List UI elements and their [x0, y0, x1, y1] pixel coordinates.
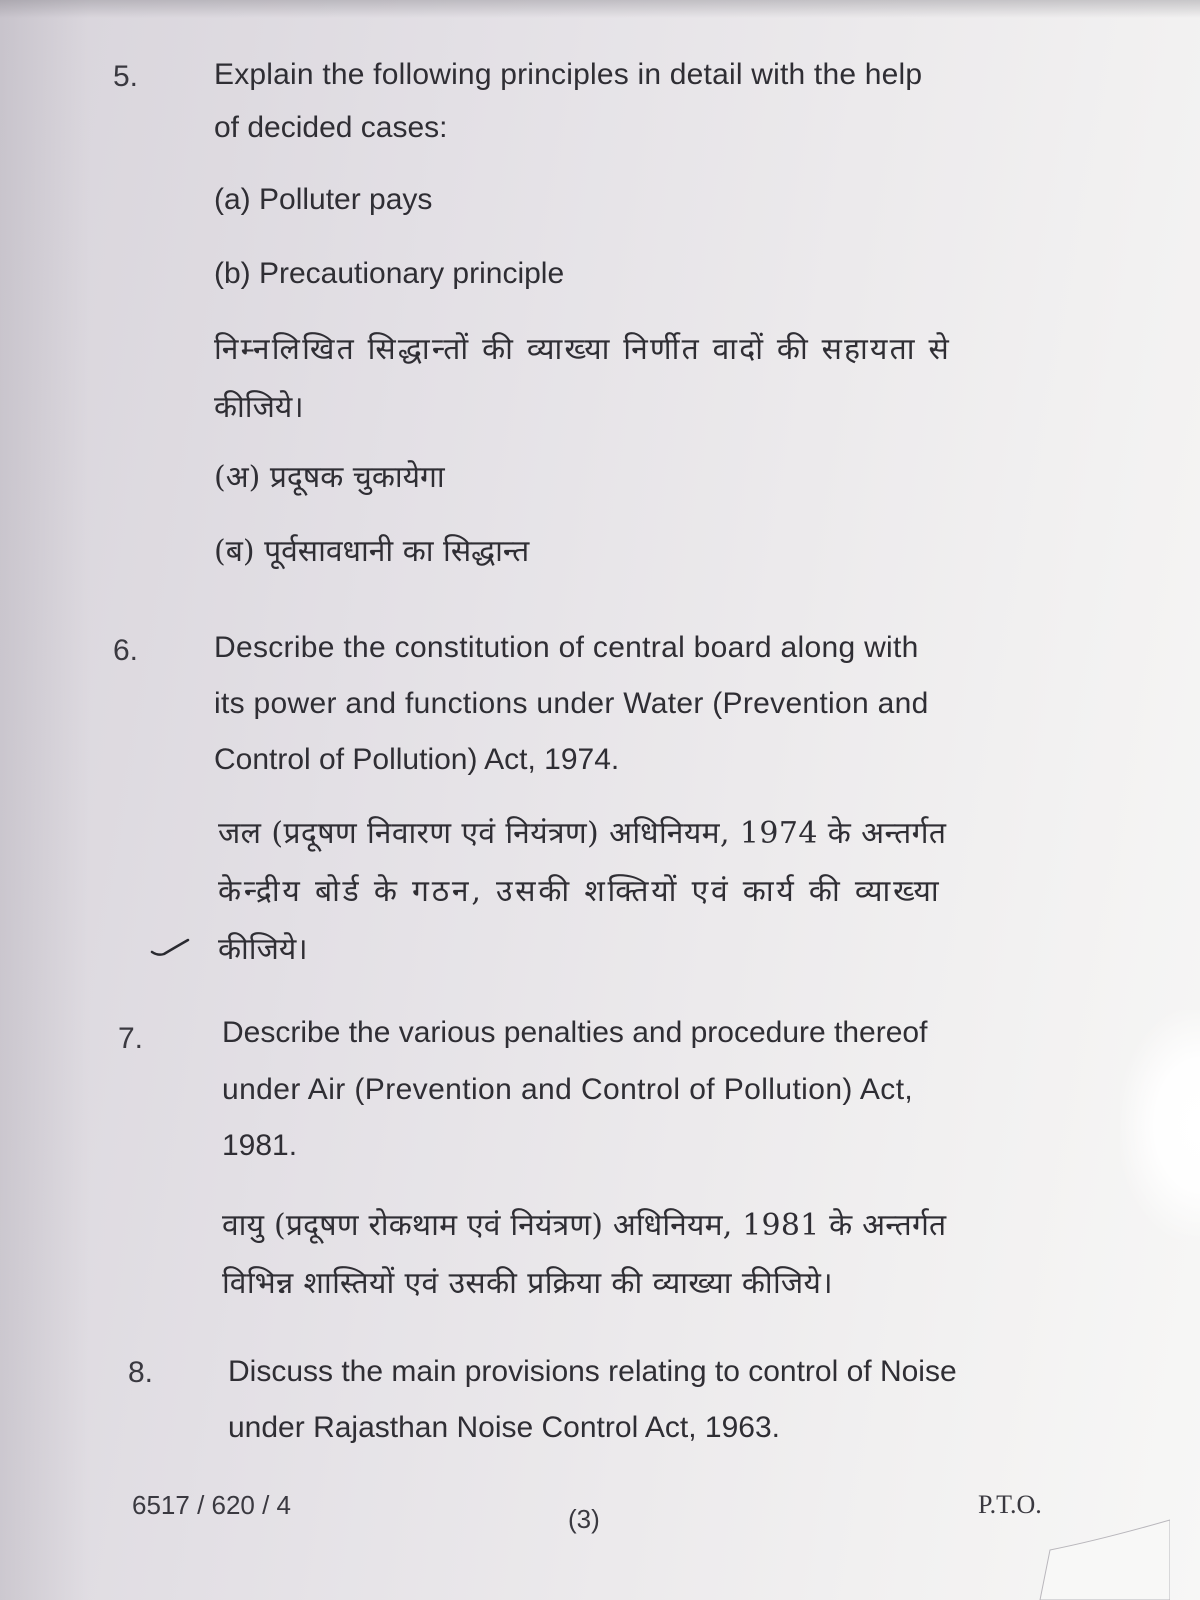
question-number: 7. — [118, 1022, 144, 1055]
sub-part-a: (a) Polluter pays — [214, 183, 433, 216]
question-text-line: Discuss the main provisions relating to control of Noise — [228, 1355, 957, 1388]
question-number: 5. — [113, 60, 139, 93]
question-text-hindi-line: केन्द्रीय बोर्ड के गठन, उसकी शक्तियों एवं कार्य की व्याख्या — [218, 874, 942, 909]
question-text-hindi-line: जल (प्रदूषण निवारण एवं नियंत्रण) अधिनियम, 1974 के अन्तर्गत — [218, 816, 947, 851]
question-number: 8. — [128, 1356, 154, 1389]
page-number: (3) — [568, 1504, 600, 1534]
question-text-hindi-line: निम्नलिखित सिद्धान्तों की व्याख्या निर्णीत वादों की सहायता से — [214, 332, 951, 367]
question-text-hindi-line: कीजिये। — [214, 390, 304, 425]
question-text-line: Explain the following principles in detail with the help — [214, 58, 923, 91]
question-text-line: under Air (Prevention and Control of Pollution) Act, — [222, 1073, 914, 1106]
question-text-line: its power and functions under Water (Prevention and — [214, 687, 929, 720]
question-text-hindi-line: विभिन्न शास्तियों एवं उसकी प्रक्रिया की व्याख्या कीजिये। — [222, 1266, 834, 1301]
question-text-line: of decided cases: — [214, 111, 448, 144]
question-text-line: 1981. — [222, 1129, 298, 1162]
folded-corner-icon — [1010, 1510, 1170, 1600]
question-text-line: under Rajasthan Noise Control Act, 1963. — [228, 1411, 780, 1444]
question-text-hindi-line: वायु (प्रदूषण रोकथाम एवं नियंत्रण) अधिनियम, 1981 के अन्तर्गत — [222, 1208, 947, 1243]
light-glare — [1120, 1010, 1200, 1240]
sub-part-b-hindi: (ब) पूर्वसावधानी का सिद्धान्त — [214, 534, 530, 569]
question-text-hindi-line: कीजिये। — [218, 932, 308, 967]
question-text-line: Describe the various penalties and procedure thereof — [222, 1016, 928, 1049]
page-shadow — [0, 0, 90, 1600]
question-text-line: Describe the constitution of central board along with — [214, 631, 919, 664]
top-edge-shadow — [0, 0, 1200, 18]
question-number: 6. — [113, 634, 139, 667]
tick-mark-icon — [150, 938, 190, 958]
question-text-line: Control of Pollution) Act, 1974. — [214, 743, 620, 776]
paper-code: 6517 / 620 / 4 — [132, 1490, 292, 1520]
please-turn-over: P.T.O. — [978, 1490, 1042, 1519]
sub-part-b: (b) Precautionary principle — [214, 257, 565, 290]
sub-part-a-hindi: (अ) प्रदूषक चुकायेगा — [214, 460, 445, 495]
